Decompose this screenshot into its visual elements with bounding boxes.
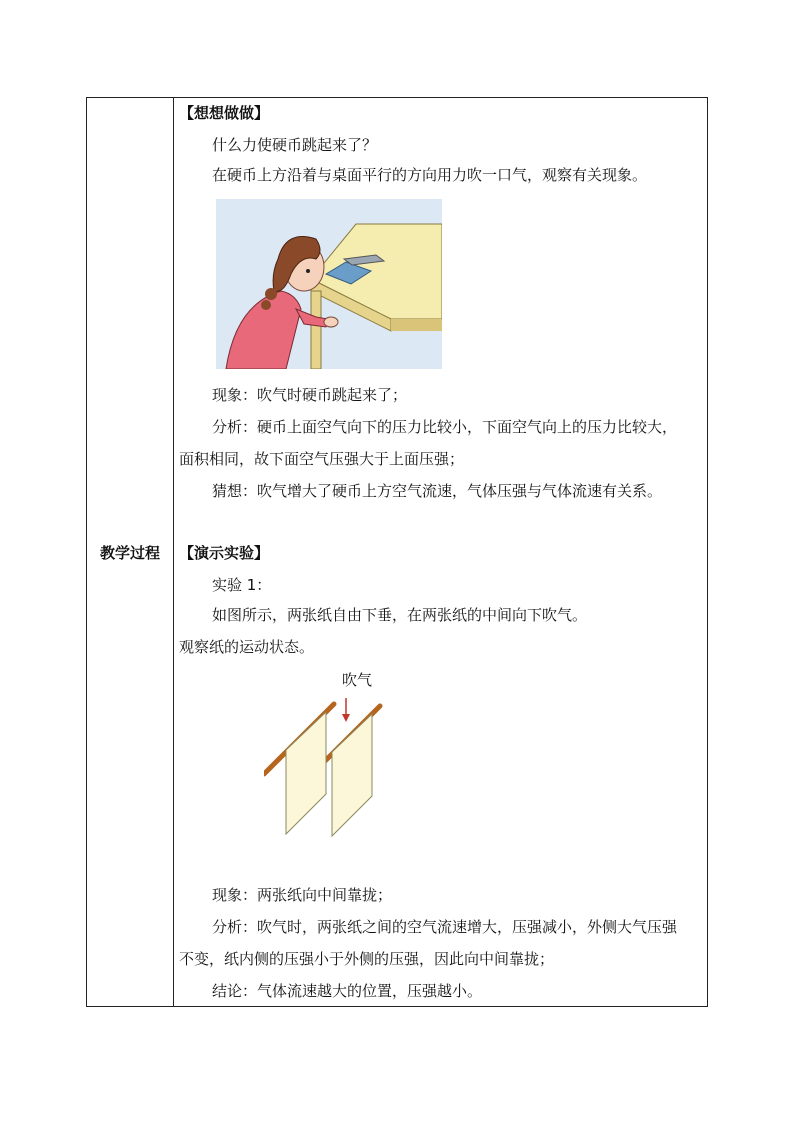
section-heading-think: 【想想做做】 xyxy=(179,104,270,122)
experiment-label: 实验 1： xyxy=(212,576,272,594)
analysis-2-line1: 分析：吹气时，两张纸之间的空气流速增大，压强减小，外侧大气压强 xyxy=(212,918,678,936)
guess-text: 猜想：吹气增大了硬币上方空气流速，气体压强与气体流速有关系。 xyxy=(212,482,663,500)
blow-label: 吹气 xyxy=(342,671,373,689)
phenomenon-2-text: 现象：两张纸向中间靠拢； xyxy=(212,886,393,904)
girl-blowing-coin-illustration xyxy=(216,199,442,369)
analysis-2-line2: 不变，纸内侧的压强小于外侧的压强，因此向中间靠拢； xyxy=(179,950,555,968)
section-heading-demo: 【演示实验】 xyxy=(179,544,270,562)
phenomenon-1-text: 现象：吹气时硬币跳起来了； xyxy=(212,386,408,404)
two-papers-illustration xyxy=(264,664,404,844)
content-cell xyxy=(174,98,707,1006)
analysis-1-line2: 面积相同，故下面空气压强大于上面压强； xyxy=(179,450,465,468)
question-text: 什么力使硬币跳起来了？ xyxy=(212,136,378,154)
row-label: 教学过程 xyxy=(99,544,160,562)
analysis-1-line1: 分析：硬币上面空气向下的压力比较小，下面空气向上的压力比较大， xyxy=(212,418,678,436)
lesson-table xyxy=(86,97,708,1007)
conclusion-text: 结论：气体流速越大的位置，压强越小。 xyxy=(212,982,483,1000)
instruction-text: 在硬币上方沿着与桌面平行的方向用力吹一口气，观察有关现象。 xyxy=(212,166,648,184)
setup-text: 如图所示，两张纸自由下垂，在两张纸的中间向下吹气。 xyxy=(212,606,588,624)
observe-text: 观察纸的运动状态。 xyxy=(179,638,315,656)
